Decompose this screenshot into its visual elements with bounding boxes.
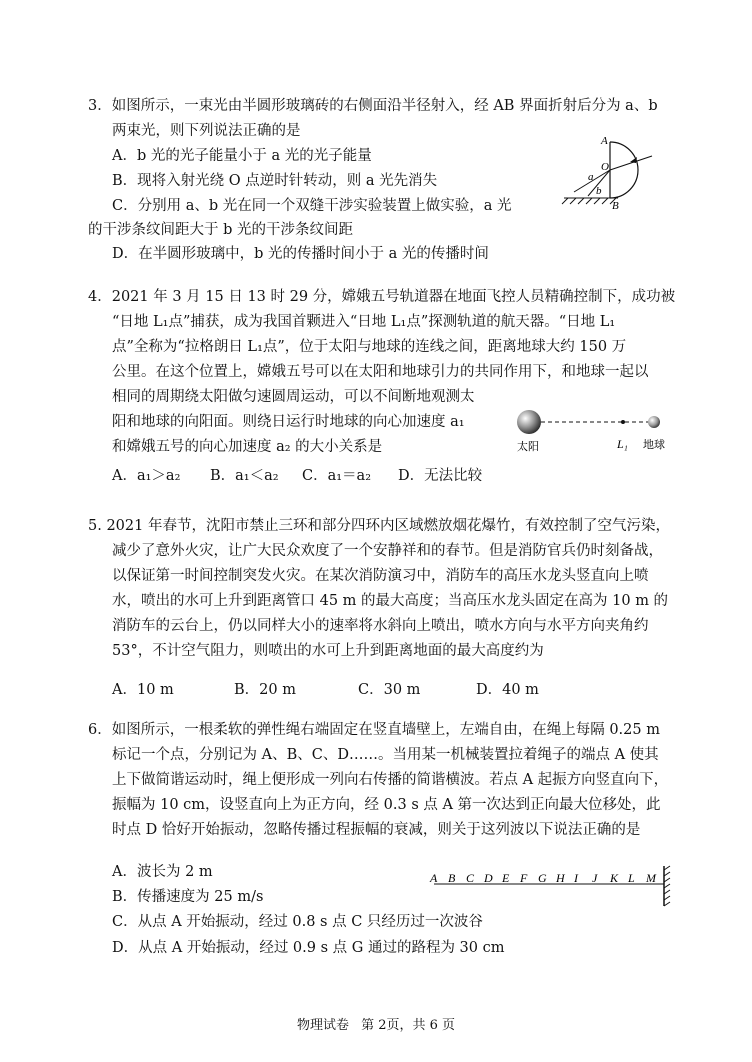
q4-stem-line4: 公里。在这个位置上，嫦娥五号可以在太阳和地球引力的共同作用下，和地球一起以	[112, 364, 649, 380]
q4-option-b: B．a₁＜a₂	[210, 468, 279, 484]
q4-label-sun: 太阳	[517, 440, 539, 453]
sun-icon	[517, 410, 541, 434]
earth-icon	[648, 416, 660, 428]
q3-label-a-point: A	[601, 135, 608, 147]
q5-option-a: A．10 m	[112, 682, 174, 698]
q4-option-c: C．a₁＝a₂	[302, 468, 372, 484]
q4-stem-line6: 阳和地球的向阳面。则绕日运行时地球的向心加速度 a₁	[112, 414, 465, 430]
footer-page-number: 第 2页，共 6 页	[361, 1018, 456, 1033]
q4-options	[112, 466, 482, 486]
q3-option-c-cont: 的干涉条纹间距大于 b 光的干涉条纹间距	[88, 222, 353, 238]
rope-point-label-h: H	[556, 871, 565, 885]
rope-point-label-m: M	[646, 871, 656, 885]
q5-stem-line3: 以保证第一时间控制突发火灾。在某次消防演习中，消防车的高压水龙头竖直向上喷	[112, 568, 649, 584]
rope-point-label-f: F	[520, 871, 528, 885]
q3-stem-line1: 3．如图所示，一束光由半圆形玻璃砖的右侧面沿半径射入，经 AB 界面折射后分为 a、b	[88, 98, 658, 114]
q3-label-b-point: B	[612, 200, 619, 212]
q6-stem-line2: 标记一个点，分别记为 A、B、C、D……。当用某一机械装置拉着绳子的端点 A 使其	[112, 747, 659, 763]
q3-option-d: D．在半圆形玻璃中，b 光的传播时间小于 a 光的传播时间	[112, 246, 489, 262]
rope-point-label-e: E	[502, 871, 510, 885]
q6-figure	[422, 862, 682, 912]
q4-figure	[505, 402, 705, 457]
q5-option-d: D．40 m	[476, 682, 539, 698]
q5-options	[112, 680, 539, 700]
l1-point-icon	[621, 420, 625, 424]
q6-option-a: A．波长为 2 m	[112, 864, 213, 880]
q5-option-c: C．30 m	[358, 682, 421, 698]
q3-option-b: B．现将入射光绕 O 点逆时针转动，则 a 光先消失	[112, 173, 438, 189]
rope-point-label-b: B	[448, 871, 456, 885]
q6-stem-line4: 振幅为 10 cm，设竖直向上为正方向，经 0.3 s 点 A 第一次达到正向最大位移处，此	[112, 797, 661, 813]
q5-stem-line6: 53°，不计空气阻力，则喷出的水可上升到距离地面的最大高度约为	[112, 643, 544, 659]
q5-stem-line4: 水，喷出的水可上升到距离管口 45 m 的最大高度；当高压水龙头固定在高为 10 m 的	[112, 593, 669, 609]
q4-stem-line2: “日地 L₁点”捕获，成为我国首颗进入“日地 L₁点”探测轨道的航天器。“日地 L₁	[112, 314, 616, 330]
q6-stem-line3: 上下做简谐运动时，绳上便形成一列向右传播的简谐横波。若点 A 起振方向竖直向下，	[112, 772, 669, 788]
q3-stem-line2: 两束光，则下列说法正确的是	[112, 123, 301, 139]
page-footer	[0, 1014, 752, 1033]
rope-point-label-g: G	[538, 871, 547, 885]
q6-option-b: B．传播速度为 25 m/s	[112, 889, 264, 905]
rope-point-label-i: I	[574, 871, 578, 885]
q3-option-a: A．b 光的光子能量小于 a 光的光子能量	[112, 148, 372, 164]
rope-point-label-k: K	[610, 871, 619, 885]
q4-option-a: A．a₁＞a₂	[112, 468, 181, 484]
q6-option-c: C．从点 A 开始振动，经过 0.8 s 点 C 只经历过一次波谷	[112, 914, 483, 930]
footer-subject: 物理试卷	[296, 1018, 349, 1033]
q6-option-d: D．从点 A 开始振动，经过 0.9 s 点 G 通过的路程为 30 cm	[112, 940, 505, 956]
q4-stem-line3: 点”全称为“拉格朗日 L₁点”，位于太阳与地球的连线之间，距离地球大约 150 万	[112, 339, 627, 355]
rope-point-label-a: A	[430, 871, 438, 885]
q5-option-b: B．20 m	[234, 682, 296, 698]
q4-stem-line7: 和嫦娥五号的向心加速度 a₂ 的大小关系是	[112, 439, 383, 455]
q3-label-ray-a: a	[588, 171, 594, 183]
q5-stem-line1: 5. 2021 年春节，沈阳市禁止三环和部分四环内区域燃放烟花爆竹，有效控制了空气污染，	[88, 518, 670, 534]
q5-stem-line5: 消防车的云台上，仍以同样大小的速率将水斜向上喷出，喷水方向与水平方向夹角约	[112, 618, 649, 634]
q3-label-ray-b: b	[596, 185, 602, 197]
rope-point-label-d: D	[484, 871, 493, 885]
q3-option-c: C．分别用 a、b 光在同一个双缝干涉实验装置上做实验，a 光	[112, 198, 512, 214]
q4-option-d: D．无法比较	[398, 468, 483, 484]
q3-label-o: O	[601, 161, 609, 173]
rope-point-label-c: C	[466, 871, 475, 885]
q5-stem-line2: 减少了意外火灾，让广大民众欢度了一个安静祥和的春节。但是消防官兵仍时刻备战，	[112, 543, 663, 559]
rope-point-label-j: J	[592, 871, 598, 885]
q4-stem-line1: 4．2021 年 3 月 15 日 13 时 29 分，嫦娥五号轨道器在地面飞控人员精确控制下，成功被	[88, 289, 676, 305]
q6-stem-line1: 6．如图所示，一根柔软的弹性绳右端固定在竖直墙壁上，左端自由，在绳上每隔 0.25 m	[88, 722, 660, 738]
q4-stem-line5: 相同的周期绕太阳做匀速圆周运动，可以不间断地观测太	[112, 389, 475, 405]
q4-label-l1: L₁	[617, 437, 628, 451]
q4-label-earth: 地球	[643, 438, 665, 451]
rope-point-label-l: L	[628, 871, 635, 885]
q3-figure	[560, 132, 685, 212]
q6-stem-line5: 时点 D 恰好开始振动，忽略传播过程振幅的衰减，则关于这列波以下说法正确的是	[112, 822, 641, 838]
